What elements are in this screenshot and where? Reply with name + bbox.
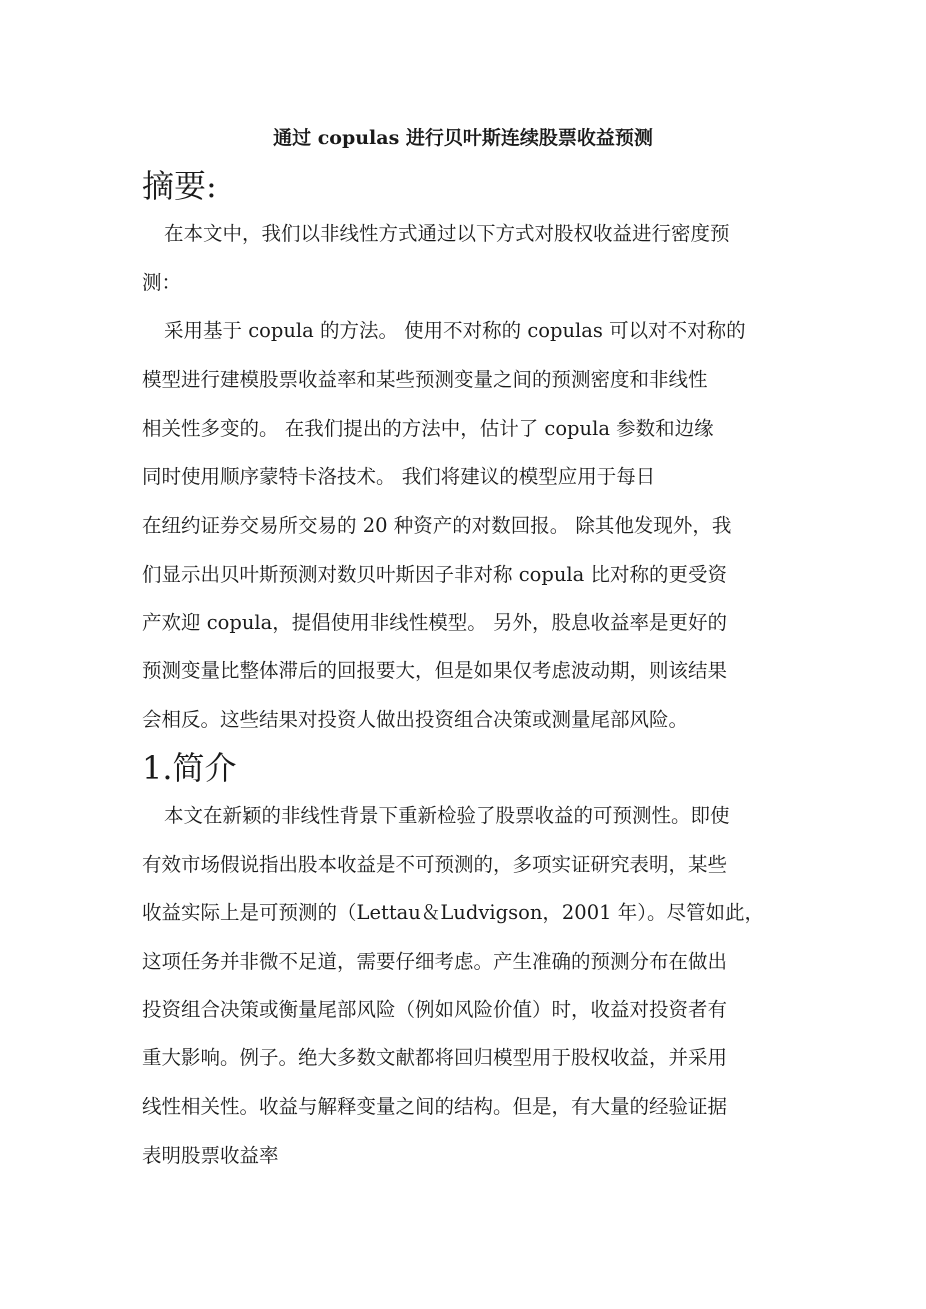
intro-line: 本文在新颖的非线性背景下重新检验了股票收益的可预测性。即使 (164, 804, 730, 827)
abstract-line: 测： (142, 271, 182, 294)
abstract-line: 采用基于 copula 的方法。 使用不对称的 copulas 可以对不对称的 (164, 319, 746, 342)
intro-line: 这项任务并非微不足道，需要仔细考虑。产生准确的预测分布在做出 (142, 950, 728, 973)
abstract-line: 相关性多变的。 在我们提出的方法中，估计了 copula 参数和边缘 (142, 417, 714, 440)
abstract-line: 们显示出贝叶斯预测对数贝叶斯因子非对称 copula 比对称的更受资 (142, 563, 727, 586)
intro-heading: 1.简介 (142, 749, 237, 787)
intro-line: 投资组合决策或衡量尾部风险（例如风险价值）时，收益对投资者有 (142, 998, 728, 1021)
abstract-line: 在纽约证券交易所交易的 20 种资产的对数回报。 除其他发现外，我 (142, 514, 732, 537)
abstract-line: 产欢迎 copula，提倡使用非线性模型。 另外，股息收益率是更好的 (142, 611, 727, 634)
abstract-line: 预测变量比整体滞后的回报要大，但是如果仅考虑波动期，则该结果 (142, 659, 728, 682)
abstract-line: 模型进行建模股票收益率和某些预测变量之间的预测密度和非线性 (142, 368, 708, 391)
document-title: 通过 copulas 进行贝叶斯连续股票收益预测 (273, 127, 653, 149)
abstract-line: 会相反。这些结果对投资人做出投资组合决策或测量尾部风险。 (142, 708, 689, 731)
intro-line: 有效市场假说指出股本收益是不可预测的，多项实证研究表明，某些 (142, 853, 728, 876)
intro-line: 表明股票收益率 (142, 1144, 279, 1167)
abstract-heading: 摘要: (142, 167, 217, 205)
intro-line: 线性相关性。收益与解释变量之间的结构。但是，有大量的经验证据 (142, 1095, 728, 1118)
abstract-line: 在本文中，我们以非线性方式通过以下方式对股权收益进行密度预 (164, 222, 730, 245)
intro-line: 收益实际上是可预测的（Lettau＆Ludvigson，2001 年）。尽管如此， (142, 901, 764, 924)
intro-line: 重大影响。例子。绝大多数文献都将回归模型用于股权收益，并采用 (142, 1046, 728, 1069)
abstract-line: 同时使用顺序蒙特卡洛技术。 我们将建议的模型应用于每日 (142, 465, 656, 488)
